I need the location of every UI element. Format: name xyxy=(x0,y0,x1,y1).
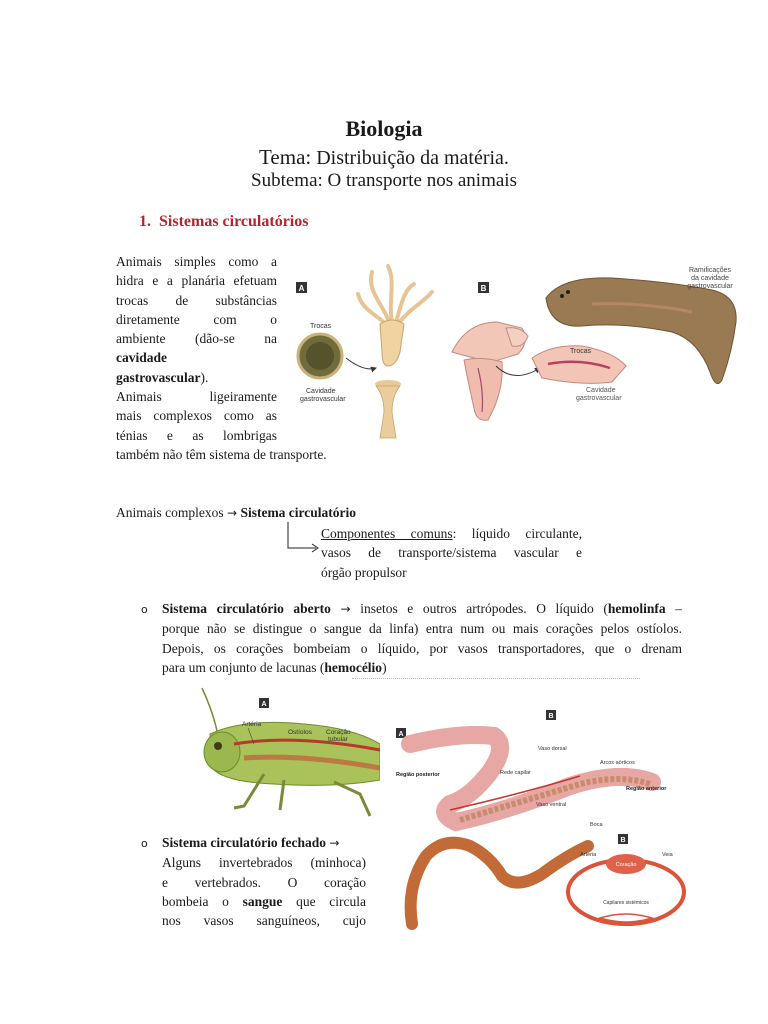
closed-system-line: Sistema circulatório fechado → xyxy=(162,835,340,850)
coracao-label-1: Coração xyxy=(326,729,351,736)
intro-bold-line: gastrovascular). xyxy=(116,369,209,385)
capilares-label: Capilares sistémicos xyxy=(603,900,649,906)
ramif-label-3: gastrovascular xyxy=(687,283,733,290)
intro-line: ténias e as lombrigas xyxy=(116,427,277,443)
planaria-eye xyxy=(566,290,570,294)
hydra-base xyxy=(376,386,400,438)
arcos-label: Arcos aórticos xyxy=(600,760,635,766)
closed-system-paragraph xyxy=(162,833,366,930)
intro-line: diretamente com o xyxy=(116,311,277,327)
cavidade-label-b-2: gastrovascular xyxy=(576,395,622,402)
closed-system-line: e vertebrados. O coração xyxy=(162,874,366,890)
intro-line: mais complexos como as xyxy=(116,408,277,424)
components-paragraph xyxy=(321,524,582,582)
vaso-dorsal-label: Vaso dorsal xyxy=(538,746,567,752)
section-title: Sistemas circulatórios xyxy=(159,213,309,230)
section-heading xyxy=(139,213,308,231)
earthworm-upper xyxy=(410,735,652,822)
open-system-line: para um conjunto de lacunas (hemocélio) xyxy=(162,659,387,675)
coracao-label-2: tubular xyxy=(328,736,348,743)
intro-bold-line: cavidade xyxy=(116,350,168,366)
divider xyxy=(352,678,640,679)
open-system-line: Sistema circulatório aberto → insetos e outros artrópodes. O líquido (hemolinfa – xyxy=(162,601,683,616)
section-number: 1. xyxy=(139,213,151,230)
capillaries xyxy=(600,914,652,922)
closed-system-line: bombeia o sangue que circula xyxy=(162,893,366,909)
arrow-right-icon: → xyxy=(227,506,238,520)
hydra-body xyxy=(380,320,404,366)
complex-line: Animais complexos → Sistema circulatório xyxy=(116,505,357,520)
reg-post-label: Região posterior xyxy=(396,772,440,778)
ramif-label-2: da cavidade xyxy=(691,275,729,282)
figure-label-a: A xyxy=(261,701,267,708)
cavidade-label-a-1: Cavidade xyxy=(306,388,336,395)
veia-label: Veia xyxy=(662,852,673,858)
hydra-tentacles xyxy=(358,266,432,326)
hydra-planaria-figure xyxy=(292,262,742,442)
cavidade-label-b-1: Cavidade xyxy=(586,387,616,394)
earthworm-figure xyxy=(390,706,700,934)
intro-line: Animais simples como a xyxy=(116,254,277,269)
grasshopper-head xyxy=(204,732,240,772)
closed-system-line: nos vasos sanguíneos, cujo xyxy=(162,913,366,929)
components-line: vasos de transporte/sistema vascular e xyxy=(321,545,582,561)
hydra-arrow xyxy=(346,358,376,369)
intro-last-line: também não têm sistema de transporte. xyxy=(116,447,327,462)
planaria-eye xyxy=(560,294,564,298)
cavidade-label-a-2: gastrovascular xyxy=(300,396,346,403)
hydra-cavity xyxy=(306,342,334,370)
arrow-right-icon: → xyxy=(329,836,340,850)
ramif-label-1: Ramificações xyxy=(688,267,732,274)
components-line: Componentes comuns: líquido circulante, xyxy=(321,526,583,541)
trocas-label-b: Trocas xyxy=(570,348,592,355)
figure-label-b: B xyxy=(480,284,487,293)
bullet: o xyxy=(141,837,148,850)
planaria-piece-middle xyxy=(464,358,502,420)
intro-paragraph xyxy=(116,252,277,445)
arteria-label: Artéria xyxy=(580,852,597,858)
earthworm-lower xyxy=(411,843,588,924)
bracket-arrow-icon xyxy=(276,520,320,554)
closed-system-line: Alguns invertebrados (minhoca) xyxy=(162,855,366,871)
open-system-paragraph xyxy=(162,599,682,677)
grasshopper-figure xyxy=(184,684,380,820)
coracao-label: Coração xyxy=(615,862,637,868)
intro-line: trocas de substâncias xyxy=(116,292,277,308)
open-system-line: porque não se distingue o sangue da linfa) entra num ou mais corações pelos ostíolos. xyxy=(162,621,682,637)
tema-text: Distribuição da matéria. xyxy=(316,147,509,169)
vaso-ventral-label: Vaso ventral xyxy=(536,802,567,808)
boca-label: Boca xyxy=(590,822,603,828)
figure-label-b: B xyxy=(620,837,626,844)
grasshopper-eye xyxy=(214,742,222,750)
intro-line: ambiente (dão-se na xyxy=(116,331,277,347)
reg-ant-label: Região anterior xyxy=(626,786,667,792)
arteria-label: Artéria xyxy=(242,721,262,728)
arrow-right-icon: → xyxy=(340,602,351,616)
figure-label-a: A xyxy=(398,731,404,738)
components-line: órgão propulsor xyxy=(321,564,407,580)
ostiolos-label: Ostíolos xyxy=(288,729,312,736)
open-system-line: Depois, os corações bombeiam o líquido, por vasos transportadores, que o drenam xyxy=(162,640,682,656)
figure-label-a: A xyxy=(298,284,305,293)
page-title: Biologia xyxy=(345,116,423,141)
tema-label: Tema: xyxy=(259,145,312,169)
intro-line: Animais ligeiramente xyxy=(116,389,277,405)
figure-label-b: B xyxy=(548,713,554,720)
rede-label: Rede capilar xyxy=(500,770,531,776)
trocas-label-a: Trocas xyxy=(310,323,332,330)
tema-heading xyxy=(0,145,768,170)
bullet: o xyxy=(141,603,148,616)
intro-line: hidra e a planária efetuam xyxy=(116,273,277,289)
subtema-heading: Subtema: O transporte nos animais xyxy=(251,170,517,191)
grasshopper-antenna xyxy=(202,688,218,736)
